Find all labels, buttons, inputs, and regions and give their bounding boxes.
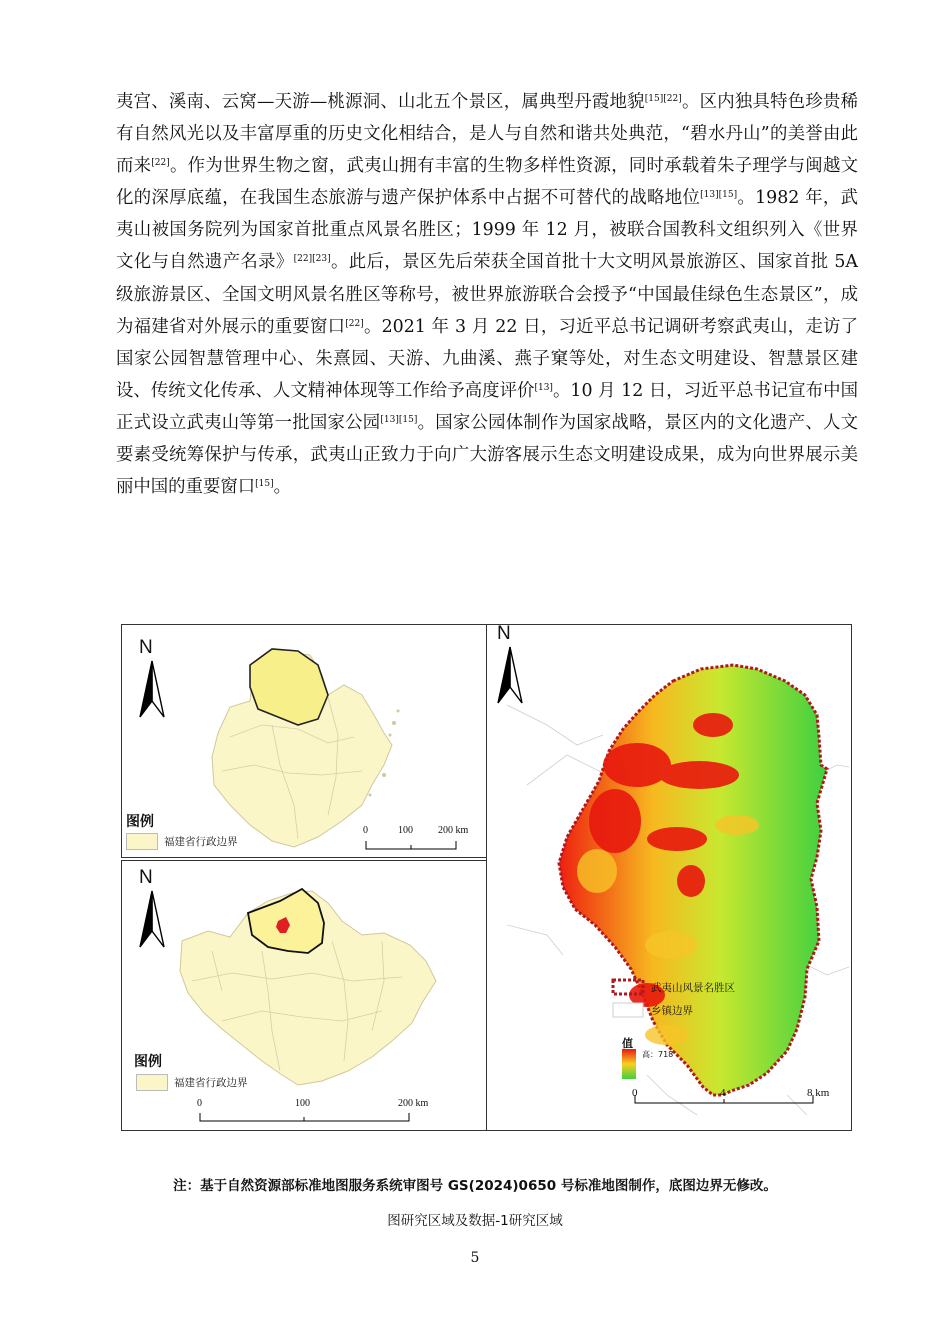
paragraph-text: 。国家公园体制作为国家战略，景区内的文化遗产、人文要素受统筹保护与传承，武夷山正致力于向广大游客展示生态文明建设成果，成为向世界展示美丽中国的重要窗口 xyxy=(116,412,858,498)
study-area-figure xyxy=(121,624,851,1129)
paragraph-text: 。区内独具特色珍贵稀有自然风光以及丰富厚重的历史文化相结合，是人与自然和谐共处典范，“碧水丹山”的美誉由此而来 xyxy=(116,92,858,177)
map-nanping-area xyxy=(121,860,490,1131)
citation: [15] xyxy=(255,479,274,490)
citation: [15][22] xyxy=(644,94,682,104)
legend-label: 福建省行政边界 xyxy=(174,1077,248,1089)
paragraph-text: 。2021 年 3 月 22 日，习近平总书记调研考察武夷山，走访了国家公园智慧管理中心、朱熹园、天游、九曲溪、燕子窠等处，对生态文明建设、智慧景区建设、传统文化传承、人文精神体现等工作给予高度评价 xyxy=(116,316,858,401)
scale-bar xyxy=(365,839,465,851)
scale-tick-100: 100 xyxy=(398,825,413,836)
paragraph-text: 。此后，景区先后荣获全国首批十大文明风景旅游区、国家首批 5A 级旅游景区、全国文明风景名胜区等称号，被世界旅游联合会授予“中国最佳绿色生态景区”，成为福建省对外展示的重要窗口 xyxy=(116,252,858,337)
map-wuyishan-elevation xyxy=(486,624,852,1131)
legend-title: 图例 xyxy=(134,1054,162,1070)
page-number: 5 xyxy=(470,1250,480,1266)
paragraph-text: 。1982 年，武夷山被国务院列为国家首批重点风景名胜区；1999 年 12 月，被联合国教科文组织列入《世界文化与自然遗产名录》 xyxy=(116,188,858,273)
scale-tick-8: 8 km xyxy=(807,1087,830,1099)
citation: [22] xyxy=(345,318,364,329)
scale-tick-100: 100 xyxy=(295,1098,310,1109)
legend-label: 福建省行政边界 xyxy=(164,836,238,848)
north-label: N xyxy=(139,867,153,888)
legend-town-label: 乡镇边界 xyxy=(651,1005,693,1017)
north-label: N xyxy=(497,624,511,644)
scale-tick-200: 200 km xyxy=(398,1098,429,1109)
north-label: N xyxy=(139,637,153,658)
paragraph-text: 。作为世界生物之窗，武夷山拥有丰富的生物多样性资源，同时承载着朱子理学与闽越文化的深厚底蕴，在我国生态旅游与遗产保护体系中占据不可替代的战略地位 xyxy=(116,156,858,209)
scale-tick-200: 200 km xyxy=(438,825,469,836)
paragraph-text: 。10 月 12 日，习近平总书记宣布中国正式设立武夷山等第一批国家公园 xyxy=(116,380,859,433)
legend-scenic-label: 武夷山风景名胜区 xyxy=(651,982,735,994)
paragraph-text: 夷宫、溪南、云窝—天游—桃源洞、山北五个景区，属典型丹霞地貌 xyxy=(116,92,645,112)
north-arrow-icon xyxy=(132,659,172,723)
citation: [13][15] xyxy=(700,190,738,201)
citation: [22][23] xyxy=(293,254,331,265)
paragraph-text: 。 xyxy=(273,477,292,498)
north-arrow-icon xyxy=(490,645,530,709)
legend-town-swatch xyxy=(613,1003,643,1017)
scale-bar xyxy=(199,1111,419,1123)
scale-tick-0: 0 xyxy=(197,1098,202,1109)
scale-tick-0: 0 xyxy=(632,1087,638,1099)
citation: [13][15] xyxy=(380,414,418,425)
citation: [22] xyxy=(151,158,170,169)
figure-note: 注：基于自然资源部标准地图服务系统审图号 GS(2024)0650 号标准地图制作，底图边界无修改。 xyxy=(173,1178,777,1194)
legend-swatch xyxy=(136,1074,168,1091)
legend-swatch xyxy=(126,833,158,850)
scale-tick-0: 0 xyxy=(363,825,368,836)
north-arrow-icon xyxy=(132,889,172,953)
scale-tick-4: 4 xyxy=(720,1087,726,1099)
citation: [13] xyxy=(534,382,553,393)
value-high-label: 高：718 xyxy=(642,1050,674,1059)
value-label: 值 xyxy=(622,1037,633,1050)
figure-caption: 图研究区域及数据-1研究区域 xyxy=(387,1213,563,1229)
map-fujian-province xyxy=(121,624,488,858)
body-paragraph xyxy=(116,86,858,503)
elevation-legend-bar xyxy=(622,1049,636,1079)
legend-title: 图例 xyxy=(126,814,154,830)
fujian-map-graphic xyxy=(122,625,487,857)
